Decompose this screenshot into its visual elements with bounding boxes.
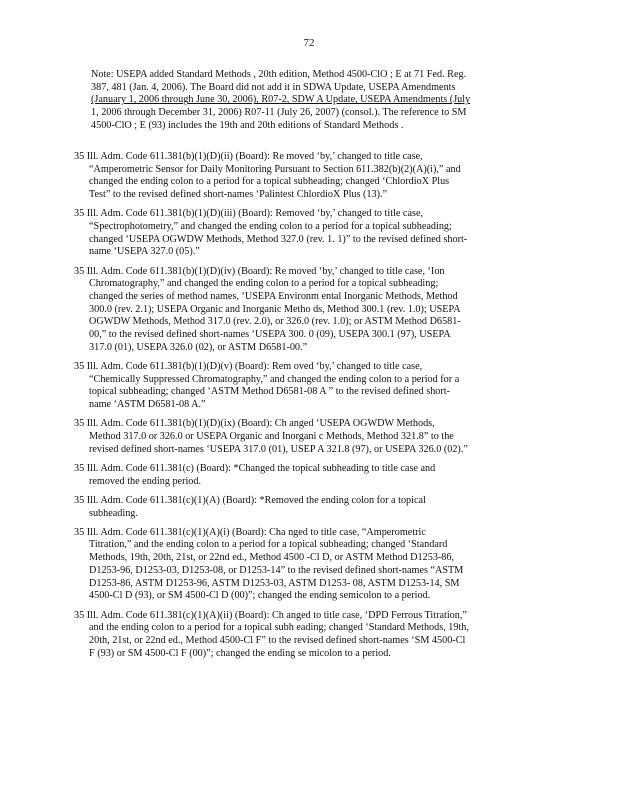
entry-line: revised defined short-names ‘USEPA 317.0 (01), USEP A 321.8 (97), or USEPA 326.0 (02).” — [89, 443, 468, 455]
entry-line: F (93) or SM 4500-Cl F (00)”; changed the ending se micolon to a period. — [89, 647, 391, 659]
entry-line: “Chemically Suppressed Chromatography,” and changed the ending colon to a period for a — [89, 373, 460, 385]
entry-line: 300.0 (rev. 2.1); USEPA Organic and Inorganic Metho ds, Method 300.1 (rev. 1.0); USEPA — [89, 303, 461, 315]
entry-heading-line: 35 Ill. Adm. Code 611.381(b)(1)(D)(ix) (Board): Ch anged ‘USEPA OGWDW Methods, — [74, 418, 435, 430]
entry-line: 317.0 (01), USEPA 326.0 (02), or ASTM D6581-00.” — [89, 341, 308, 353]
entry-line: 00,” to the revised defined short-names ‘USEPA 300. 0 (09), USEPA 300.1 (97), USEPA — [89, 329, 451, 341]
amendment-entry — [74, 266, 532, 355]
entry-line: name ‘USEPA 327.0 (05).” — [89, 246, 200, 258]
entry-line: changed the ending colon to a period for a topical subheading; changed ‘ChlordioX Plus — [89, 176, 450, 188]
note-line — [91, 82, 531, 95]
entry-line: “Spectrophotometry,” and changed the ending colon to a period for a topical subheading; — [89, 221, 452, 233]
entry-line: Method 317.0 or 326.0 or USEPA Organic and Inorgani c Methods, Method 321.8” to the — [89, 431, 454, 443]
amendment-entry — [74, 527, 532, 603]
entry-line: 4500-Cl D (93), or SM 4500-Cl D (00)”; changed the ending semicolon to a period. — [89, 590, 431, 602]
note-text: 4500-ClO ; E (93) includes the 19th and 20th editions of Standard Methods . — [91, 119, 404, 131]
entry-line: Titration,” and the ending colon to a period for a topical subheading; changed ‘Standard — [89, 539, 448, 551]
amendment-entry — [74, 418, 532, 456]
entry-line: name ‘ASTM D6581-08 A.” — [89, 399, 206, 411]
note-paragraph — [91, 69, 531, 133]
entry-line: Methods, 19th, 20th, 21st, or 22nd ed., Method 4500 -Cl D, or ASTM Method D1253-86, — [89, 552, 455, 564]
note-text: (January 1, 2006 through June 30, 2006), R07-2, SDW A Update, USEPA Amendments (July — [91, 94, 471, 106]
amendment-entry — [74, 610, 532, 661]
entry-line: subheading. — [89, 507, 138, 519]
entry-heading-line: 35 Ill. Adm. Code 611.381(c)(1)(A) (Board): *Removed the ending colon for a topical — [74, 494, 426, 506]
entry-heading-line: 35 Ill. Adm. Code 611.381(b)(1)(D)(ii) (Board): Re moved ‘by,’ changed to title case, — [74, 151, 423, 162]
entry-line: topical subheading; changed ‘ASTM Method D6581-08 A ” to the revised defined short- — [89, 386, 451, 398]
entry-line: “Amperometric Sensor for Daily Monitoring Pursuant to Section 611.382(b)(2)(A)(i),” and — [89, 163, 461, 175]
entry-line: D1253-86, ASTM D1253-96, ASTM D1253-03, ASTM D1253- 08, ASTM D1253-14, SM — [89, 577, 460, 589]
entry-line: D1253-96, D1253-03, D1253-08, or D1253-14” to the revised defined short-names “ASTM — [89, 564, 464, 576]
note-line — [91, 107, 531, 120]
note-line — [91, 69, 531, 82]
entry-heading-line: 35 Ill. Adm. Code 611.381(b)(1)(D)(iii) (Board): Removed ‘by,’ changed to title case, — [74, 208, 424, 220]
entry-heading-line: 35 Ill. Adm. Code 611.381(b)(1)(D)(iv) (Board): Re moved ‘by,’ changed to title case, ‘Ion — [74, 265, 445, 277]
entry-line: and the ending colon to a period for a topical subh eading; changed ‘Standard Methods, 19th, — [89, 622, 469, 634]
amendment-entry — [74, 361, 532, 412]
note-text: Note: USEPA added Standard Methods , 20th edition, Method 4500-ClO ; E at 71 Fed. Reg. — [91, 69, 467, 80]
amendment-entry — [74, 495, 532, 520]
note-line — [91, 94, 531, 107]
entry-line: changed ‘USEPA OGWDW Methods, Method 327.0 (rev. 1. 1)” to the revised defined short- — [89, 233, 468, 245]
entry-heading-line: 35 Ill. Adm. Code 611.381(c)(1)(A)(ii) (Board): Ch anged to title case, ‘DPD Ferrous Titration,” — [74, 609, 467, 621]
amendment-entry — [74, 463, 532, 488]
entry-line: OGWDW Methods, Method 317.0 (rev. 2.0), or 326.0 (rev. 1.0); or ASTM Method D6581- — [89, 316, 461, 328]
entry-line: Chromatography,” and changed the ending colon to a period for a topical subheading; — [89, 278, 439, 290]
entry-line: Test” to the revised defined short-names ‘Palintest ChlordioX Plus (13).” — [89, 189, 388, 201]
note-text: 1, 2006 through December 31, 2006) R07-11 (July 26, 2007) (consol.). The reference to SM — [91, 107, 467, 119]
entry-line: changed the series of method names, ‘USEPA Environm ental Inorganic Methods, Method — [89, 291, 458, 303]
amendment-entry — [74, 208, 532, 259]
page-number: 72 — [303, 37, 315, 49]
entry-line: 20th, 21st, or 22nd ed., Method 4500-Cl F” to the revised defined short-names ‘SM 4500-Cl — [89, 634, 466, 646]
amendment-entry — [74, 151, 532, 202]
amendment-list — [74, 151, 532, 667]
note-line — [91, 120, 531, 133]
note-text: 387, 481 (Jan. 4, 2006). The Board did not add it in SDWA Update, USEPA Amendments — [91, 81, 456, 93]
entry-heading-line: 35 Ill. Adm. Code 611.381(c)(1)(A)(i) (Board): Cha nged to title case, “Amperometric — [74, 526, 426, 538]
entry-heading-line: 35 Ill. Adm. Code 611.381(c) (Board): *Changed the topical subheading to title case and — [74, 462, 436, 474]
entry-heading-line: 35 Ill. Adm. Code 611.381(b)(1)(D)(v) (Board): Rem oved ‘by,’ changed to title case, — [74, 361, 423, 373]
entry-line: removed the ending period. — [89, 475, 202, 487]
